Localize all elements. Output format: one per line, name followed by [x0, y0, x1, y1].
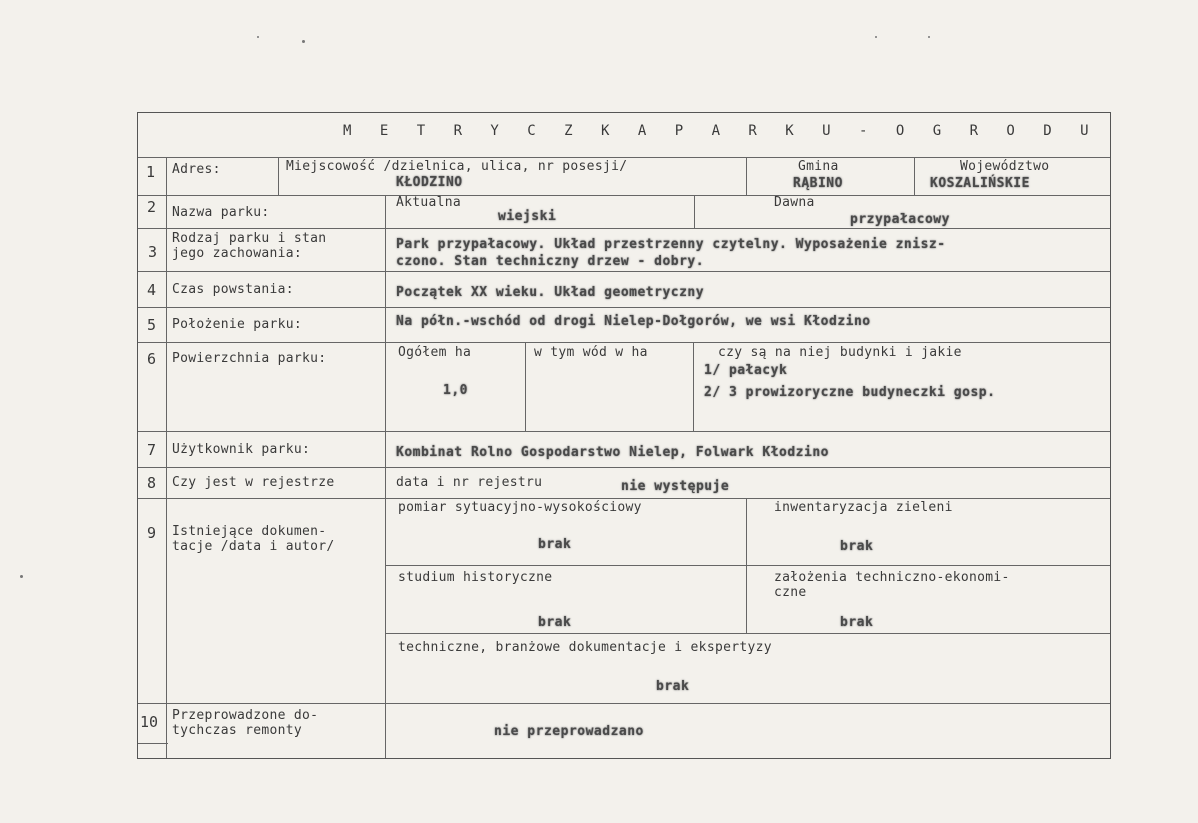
documentation-label: Istniejące dokumen-	[172, 524, 327, 539]
row-number: 4	[147, 281, 157, 299]
area-label: Powierzchnia parku:	[172, 351, 327, 366]
documentation-label-cont: tacje /data i autor/	[172, 539, 335, 554]
technical-assumptions-sublabel-cont: czne	[774, 585, 807, 600]
technical-assumptions-value: brak	[840, 615, 874, 630]
creation-time-value: Początek XX wieku. Układ geometryczny	[396, 285, 705, 300]
register-value: nie występuje	[621, 479, 730, 494]
technical-docs-sublabel: techniczne, branżowe dokumentacje i ekspertyzy	[398, 640, 772, 655]
row-number: 1	[146, 163, 156, 181]
ink-speck	[20, 575, 23, 578]
row-number: 8	[147, 474, 157, 492]
former-name-value: przypałacowy	[850, 212, 950, 227]
current-name-value: wiejski	[498, 209, 557, 224]
locality-value: KŁODZINO	[396, 175, 463, 190]
historical-study-value: brak	[538, 615, 572, 630]
buildings-value-2: 2/ 3 prowizoryczne budyneczki gosp.	[704, 385, 996, 400]
row-number: 3	[148, 243, 158, 261]
former-name-sublabel: Dawna	[774, 195, 815, 210]
renovations-label: Przeprowadzone do-	[172, 708, 319, 723]
technical-assumptions-sublabel: założenia techniczno-ekonomi-	[774, 570, 1010, 585]
register-label: Czy jest w rejestrze	[172, 475, 335, 490]
survey-sublabel: pomiar sytuacyjno-wysokościowy	[398, 500, 642, 515]
historical-study-sublabel: studium historyczne	[398, 570, 553, 585]
ink-speck	[302, 40, 305, 43]
register-sublabel: data i nr rejestru	[396, 475, 543, 490]
park-type-label-cont: jego zachowania:	[172, 246, 303, 261]
buildings-value-1: 1/ pałacyk	[704, 363, 788, 378]
commune-sublabel: Gmina	[798, 159, 839, 174]
park-type-value-cont: czono. Stan techniczny drzew - dobry.	[396, 254, 705, 269]
greenery-inventory-sublabel: inwentaryzacja zieleni	[774, 500, 953, 515]
ink-speck	[875, 36, 877, 38]
row-number: 9	[147, 524, 157, 542]
row-number: 5	[147, 316, 157, 334]
renovations-label-cont: tychczas remonty	[172, 723, 303, 738]
user-value: Kombinat Rolno Gospodarstwo Nielep, Folwark Kłodzino	[396, 445, 829, 460]
renovations-value: nie przeprowadzano	[494, 724, 644, 739]
voivodeship-sublabel: Województwo	[960, 159, 1050, 174]
voivodeship-value: KOSZALIŃSKIE	[930, 176, 1030, 191]
total-area-sublabel: Ogółem ha	[398, 345, 472, 360]
location-value: Na półn.-wschód od drogi Nielep-Dołgorów, we wsi Kłodzino	[396, 314, 871, 329]
technical-docs-value: brak	[656, 679, 690, 694]
commune-value: RĄBINO	[793, 176, 843, 191]
form-title: M E T R Y C Z K A P A R K U - O G R O D U	[343, 123, 1099, 139]
row-number: 6	[147, 350, 157, 368]
location-label: Położenie parku:	[172, 317, 303, 332]
greenery-inventory-value: brak	[840, 539, 874, 554]
park-type-value: Park przypałacowy. Układ przestrzenny czytelny. Wyposażenie znisz-	[396, 237, 946, 252]
survey-value: brak	[538, 537, 572, 552]
creation-time-label: Czas powstania:	[172, 282, 294, 297]
park-type-label: Rodzaj parku i stan	[172, 231, 327, 246]
user-label: Użytkownik parku:	[172, 442, 311, 457]
park-record-form	[137, 112, 1111, 759]
ink-speck	[928, 36, 930, 38]
locality-sublabel: Miejscowość /dzielnica, ulica, nr posesji/	[286, 159, 628, 174]
ink-speck	[257, 36, 259, 38]
buildings-sublabel: czy są na niej budynki i jakie	[718, 345, 962, 360]
row-number: 7	[147, 441, 157, 459]
address-label: Adres:	[172, 162, 221, 177]
park-name-label: Nazwa parku:	[172, 205, 270, 220]
water-area-sublabel: w tym wód w ha	[534, 345, 648, 360]
row-number: 10	[140, 713, 159, 731]
total-area-value: 1,0	[443, 383, 468, 398]
current-name-sublabel: Aktualna	[396, 195, 462, 210]
row-number: 2	[147, 198, 157, 216]
